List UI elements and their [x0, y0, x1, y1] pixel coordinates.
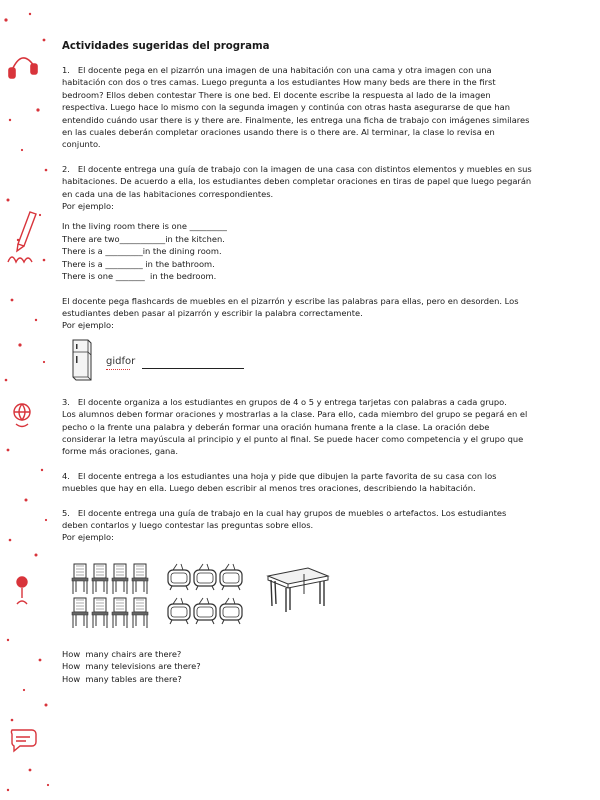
example-sentence: There is a _________in the dining room. [62, 246, 222, 257]
activity-5 [62, 507, 532, 532]
activity-2-followup: El docente pega flashcards de muebles en el pizarrón y escribe las palabras para ellas, pero en desorden. Los estudiantes deben pasar al pizarrón y escribir la palabra correctamente. [62, 295, 519, 318]
furniture-illustrations [62, 562, 532, 640]
questions [62, 648, 532, 685]
activity-number: 3. [62, 396, 70, 407]
spellcheck-underline [106, 369, 130, 370]
activity-1 [62, 64, 532, 151]
question: How many chairs are there? [62, 648, 182, 659]
globe-icon [14, 404, 30, 427]
example-sentence: There are two___________in the kitchen. [62, 233, 225, 244]
activity-3-details: Los alumnos deben formar oraciones y mostrarlas a la clase. Para ello, cada miembro del grupo se pegará en el pecho o la frente una palabra y deberán formar una oración humana frente a la clase. La oración debe considerar la letra mayúscula al principio y el punto al final. Se puede hacer como competencia y el grupo que forme más oraciones, gana. [62, 409, 528, 457]
example-sentence: There is one _______ in the bedroom. [62, 271, 217, 282]
example-sentence: There is a _________ in the bathroom. [62, 258, 215, 269]
scrambled-word: gidfor [106, 355, 136, 367]
activity-3 [62, 396, 532, 408]
activity-number: 2. [62, 163, 70, 174]
answer-blank [142, 368, 244, 369]
speech-bubble-icon [11, 730, 36, 751]
microphone-icon [17, 577, 27, 604]
activity-text: El docente pega en el pizarrón una imagen de una habitación con una cama y otra imagen con una habitación con dos o tres camas. Luego pregunta a los estudiantes How many beds are there in the first bedroom? Ellos deben contestar There is one bed. El docente escribe la respuesta al lado de la imagen respectiva. Luego hace lo mismo con la segunda imagen y continúa con otras hasta asegurarse de que han entendido cuándo usar there is y there are. Finalmente, les entrega una ficha de trabajo con imágenes similares en las cuales deberán completar oraciones usando there is o there are. Al terminar, la clase lo revisa en conjunto. [62, 65, 530, 150]
activity-4 [62, 470, 532, 495]
example-label: Por ejemplo: [62, 320, 114, 331]
activity-2 [62, 163, 532, 200]
example-sentences [62, 220, 532, 282]
televisions-illustration [166, 562, 244, 630]
activity-text: El docente entrega una guía de trabajo en la cual hay grupos de muebles o artefactos. Los estudiantes deben contarlos y luego contestar las preguntas sobre ellos. [62, 507, 507, 530]
example-label: Por ejemplo: [62, 201, 114, 212]
table-illustration [266, 566, 330, 614]
pencil-icon [8, 212, 36, 262]
activity-number: 5. [62, 507, 70, 518]
activity-number: 1. [62, 65, 70, 75]
margin-decoration [0, 0, 56, 800]
document-body [62, 40, 532, 685]
activity-text: El docente entrega a los estudiantes una hoja y pide que dibujen la parte favorita de su casa con los muebles que hay en ella. Luego deben escribir al menos tres oraciones, describiendo la habitación. [62, 470, 497, 494]
fridge-illustration [70, 338, 94, 382]
page-title: Actividades sugeridas del programa [62, 41, 270, 52]
activity-text: El docente entrega una guía de trabajo con la imagen de una casa con distintos elementos y muebles en sus habitaciones. De acuerdo a ella, los estudiantes deben completar oraciones en tiras de papel que luego pegarán en cada una de las habitaciones correspondientes. [62, 163, 532, 199]
example-label: Por ejemplo: [62, 532, 114, 543]
activity-text: El docente organiza a los estudiantes en grupos de 4 o 5 y entrega tarjetas con palabras a cada grupo. [77, 396, 507, 407]
chairs-illustration [70, 562, 154, 630]
activity-number: 4. [62, 470, 70, 481]
flashcard-example [62, 336, 532, 388]
question: How many televisions are there? [62, 661, 201, 672]
question: How many tables are there? [62, 673, 182, 684]
headphones-icon [9, 58, 37, 78]
example-sentence: In the living room there is one _________ [62, 221, 227, 232]
